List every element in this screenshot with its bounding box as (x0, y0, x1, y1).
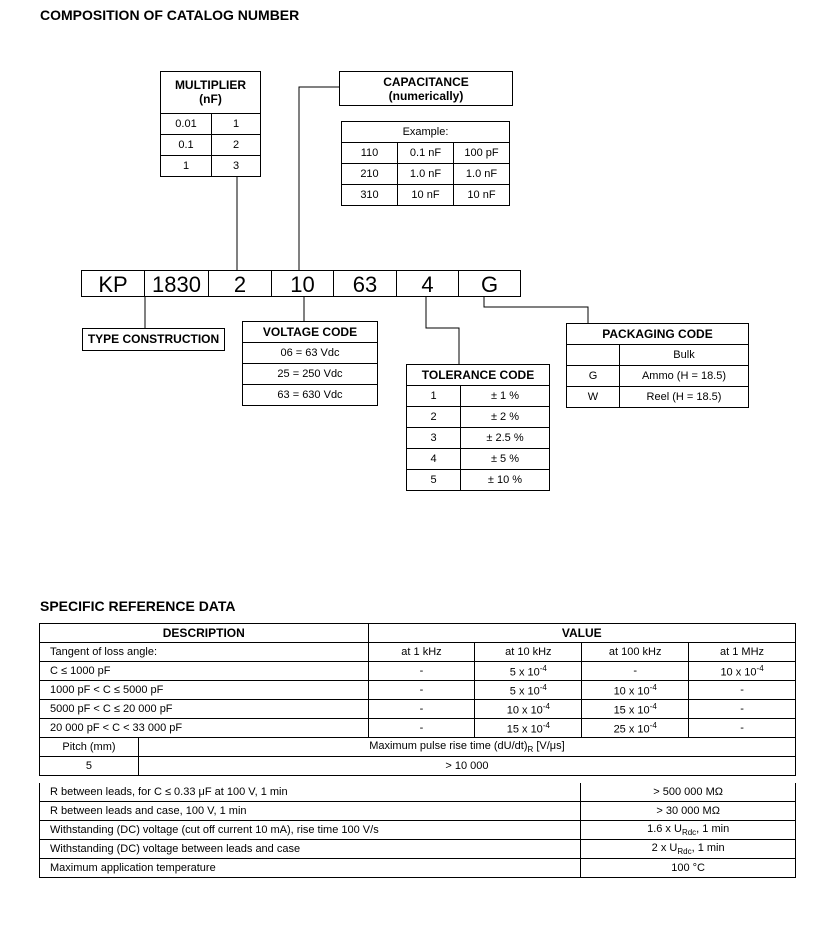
table-row (567, 387, 749, 408)
tan-value-text: - (633, 665, 637, 677)
table-row (40, 738, 796, 757)
ref-row-value-sub: Rdc (681, 828, 697, 838)
packaging-code: W (567, 387, 620, 408)
freq-header: at 1 MHz (689, 643, 796, 662)
pulse-label-unit: [V/μs] (533, 739, 565, 752)
tolerance-code: 3 (407, 428, 461, 449)
capacitance-pf: 1.0 nF (454, 164, 510, 185)
table-row (243, 364, 378, 385)
code-segment-voltage: 63 (334, 270, 397, 297)
table-row (567, 345, 749, 366)
table-row (40, 783, 796, 802)
table-row (342, 185, 510, 206)
table-row (40, 859, 796, 878)
capacitance-nf: 10 nF (398, 185, 454, 206)
ref-row-value: > 30 000 MΩ (581, 802, 796, 821)
packaging-code-title: PACKAGING CODE (567, 324, 749, 345)
capacitance-title-line2: (numerically) (388, 89, 464, 103)
freq-header: at 100 kHz (582, 643, 689, 662)
table-row (40, 802, 796, 821)
tolerance-value: ± 1 % (461, 386, 550, 407)
ref-row-desc: Withstanding (DC) voltage between leads and case (40, 840, 581, 859)
table-row (40, 681, 796, 700)
tan-value-text: - (740, 722, 744, 734)
table-row (243, 343, 378, 364)
tolerance-code: 2 (407, 407, 461, 428)
ref-row-value: 100 °C (581, 859, 796, 878)
packaging-code (567, 345, 620, 366)
pitch-label: Pitch (mm) (40, 738, 139, 757)
tan-value-text: 5 x 10 (509, 666, 540, 679)
multiplier-table (160, 113, 261, 177)
tolerance-code-table (406, 364, 550, 491)
code-segment-multiplier: 2 (209, 270, 272, 297)
tan-row-label: C ≤ 1000 pF (40, 662, 369, 681)
pulse-value: > 10 000 (138, 757, 795, 776)
tan-value-text: 5 x 10 (509, 685, 540, 698)
tan-exponent: -4 (649, 682, 657, 692)
table-row (243, 385, 378, 406)
table-row (161, 114, 261, 135)
table-row (407, 449, 550, 470)
ref-row-value-post: , 1 min (691, 841, 725, 854)
voltage-code-item: 63 = 630 Vdc (243, 385, 378, 406)
tan-value (689, 681, 796, 700)
table-row (40, 719, 796, 738)
tan-exponent: -4 (539, 682, 547, 692)
capacitance-pf: 100 pF (454, 143, 510, 164)
table-row (243, 322, 378, 343)
tan-exponent: -4 (649, 720, 657, 730)
capacitance-title (339, 71, 513, 106)
ref-row-value (581, 821, 796, 840)
table-row (342, 122, 510, 143)
capacitance-nf: 0.1 nF (398, 143, 454, 164)
table-row (407, 428, 550, 449)
tan-row-label: 20 000 pF < C < 33 000 pF (40, 719, 369, 738)
tan-value-text: - (419, 703, 424, 715)
table-row (407, 470, 550, 491)
tan-value-text: 10 x 10 (506, 704, 543, 717)
table-row (40, 757, 796, 776)
tolerance-code-title: TOLERANCE CODE (407, 365, 550, 386)
table-row (342, 143, 510, 164)
tan-row-label: 1000 pF < C ≤ 5000 pF (40, 681, 369, 700)
freq-header: at 10 kHz (475, 643, 582, 662)
voltage-code-item: 25 = 250 Vdc (243, 364, 378, 385)
table-row (407, 407, 550, 428)
code-segment-capacitance: 10 (272, 270, 334, 297)
tan-exponent: -4 (542, 701, 550, 711)
voltage-code-table (242, 321, 378, 406)
packaging-code: G (567, 366, 620, 387)
header-description: DESCRIPTION (40, 624, 369, 643)
tan-value-text: 25 x 10 (613, 723, 650, 736)
reference-data-table (39, 623, 796, 776)
tan-value (368, 681, 475, 700)
packaging-code-table (566, 323, 749, 408)
table-row (407, 365, 550, 386)
multiplier-code: 2 (212, 135, 261, 156)
ref-row-desc: R between leads, for C ≤ 0.33 μF at 100 V, 1 min (40, 783, 581, 802)
table-row (342, 164, 510, 185)
table-row (40, 643, 796, 662)
tan-value (475, 681, 582, 700)
tan-value-text: - (419, 722, 424, 734)
catalog-number-bar (81, 270, 521, 297)
capacitance-code: 210 (342, 164, 398, 185)
tan-value-text: - (740, 684, 744, 696)
table-row (407, 386, 550, 407)
tolerance-code: 4 (407, 449, 461, 470)
freq-header: at 1 kHz (368, 643, 475, 662)
tan-value (689, 662, 796, 681)
tolerance-value: ± 5 % (461, 449, 550, 470)
pitch-value: 5 (40, 757, 139, 776)
ref-row-desc: Withstanding (DC) voltage (cut off current 10 mA), rise time 100 V/s (40, 821, 581, 840)
tan-exponent: -4 (649, 701, 657, 711)
ref-row-desc: Maximum application temperature (40, 859, 581, 878)
tan-label: Tangent of loss angle: (40, 643, 369, 662)
multiplier-value: 0.1 (161, 135, 212, 156)
ref-row-value-post: , 1 min (696, 822, 730, 835)
voltage-code-item: 06 = 63 Vdc (243, 343, 378, 364)
code-segment-type: KP (81, 270, 145, 297)
tan-exponent: -4 (542, 720, 550, 730)
voltage-code-title: VOLTAGE CODE (243, 322, 378, 343)
tan-value-text: - (740, 703, 744, 715)
table-row (40, 840, 796, 859)
header-value: VALUE (368, 624, 795, 643)
tan-value (475, 719, 582, 738)
tan-value (475, 700, 582, 719)
pulse-label (138, 738, 795, 757)
ref-row-value-pre: 2 x U (651, 841, 678, 854)
multiplier-title (160, 71, 261, 114)
table-row (40, 700, 796, 719)
tan-value (475, 662, 582, 681)
tolerance-value: ± 2.5 % (461, 428, 550, 449)
tan-value-text: 10 x 10 (720, 666, 757, 679)
tan-value (582, 662, 689, 681)
ref-row-value-sub: Rdc (677, 847, 692, 857)
reference-data-table-lower (39, 783, 796, 878)
tan-value-text: - (419, 684, 424, 696)
tan-value-text: 10 x 10 (613, 685, 650, 698)
tan-value (582, 719, 689, 738)
tan-value (368, 662, 475, 681)
capacitance-title-line1: CAPACITANCE (383, 75, 469, 89)
code-segment-series: 1830 (145, 270, 209, 297)
multiplier-code: 1 (212, 114, 261, 135)
tan-value (582, 681, 689, 700)
packaging-type: Bulk (620, 345, 749, 366)
tan-value-text: - (419, 665, 424, 677)
tan-exponent: -4 (539, 663, 547, 673)
tan-value-text: 15 x 10 (613, 704, 650, 717)
capacitance-example-label: Example: (342, 122, 510, 143)
capacitance-code: 310 (342, 185, 398, 206)
table-row (161, 135, 261, 156)
tolerance-value: ± 10 % (461, 470, 550, 491)
pulse-label-sub: R (527, 745, 534, 755)
ref-row-value (581, 840, 796, 859)
catalog-title: COMPOSITION OF CATALOG NUMBER (40, 7, 300, 23)
packaging-type: Ammo (H = 18.5) (620, 366, 749, 387)
tolerance-value: ± 2 % (461, 407, 550, 428)
capacitance-example-table (341, 121, 510, 206)
tan-row-label: 5000 pF < C ≤ 20 000 pF (40, 700, 369, 719)
capacitance-pf: 10 nF (454, 185, 510, 206)
ref-row-desc: R between leads and case, 100 V, 1 min (40, 802, 581, 821)
capacitance-code: 110 (342, 143, 398, 164)
table-row (40, 821, 796, 840)
code-segment-packaging: G (459, 270, 521, 297)
tan-value (689, 719, 796, 738)
ref-row-value-pre: 1.6 x U (647, 822, 682, 835)
tan-value-text: 15 x 10 (506, 723, 543, 736)
tan-value (368, 700, 475, 719)
capacitance-nf: 1.0 nF (398, 164, 454, 185)
packaging-type: Reel (H = 18.5) (620, 387, 749, 408)
tolerance-code: 5 (407, 470, 461, 491)
multiplier-value: 0.01 (161, 114, 212, 135)
multiplier-value: 1 (161, 156, 212, 177)
tan-value (582, 700, 689, 719)
multiplier-code: 3 (212, 156, 261, 177)
type-construction-box: TYPE CONSTRUCTION (82, 328, 225, 351)
table-row (161, 156, 261, 177)
multiplier-title-line1: MULTIPLIER (174, 78, 247, 92)
tan-exponent: -4 (756, 663, 764, 673)
reference-title: SPECIFIC REFERENCE DATA (40, 598, 236, 614)
tolerance-code: 1 (407, 386, 461, 407)
table-row (567, 324, 749, 345)
ref-row-value: > 500 000 MΩ (581, 783, 796, 802)
table-row (40, 624, 796, 643)
table-row (567, 366, 749, 387)
code-segment-tolerance: 4 (397, 270, 459, 297)
table-row (40, 662, 796, 681)
tan-value (689, 700, 796, 719)
tan-value (368, 719, 475, 738)
multiplier-title-line2: (nF) (199, 92, 222, 106)
pulse-label-text: Maximum pulse rise time (dU/dt) (369, 739, 528, 752)
